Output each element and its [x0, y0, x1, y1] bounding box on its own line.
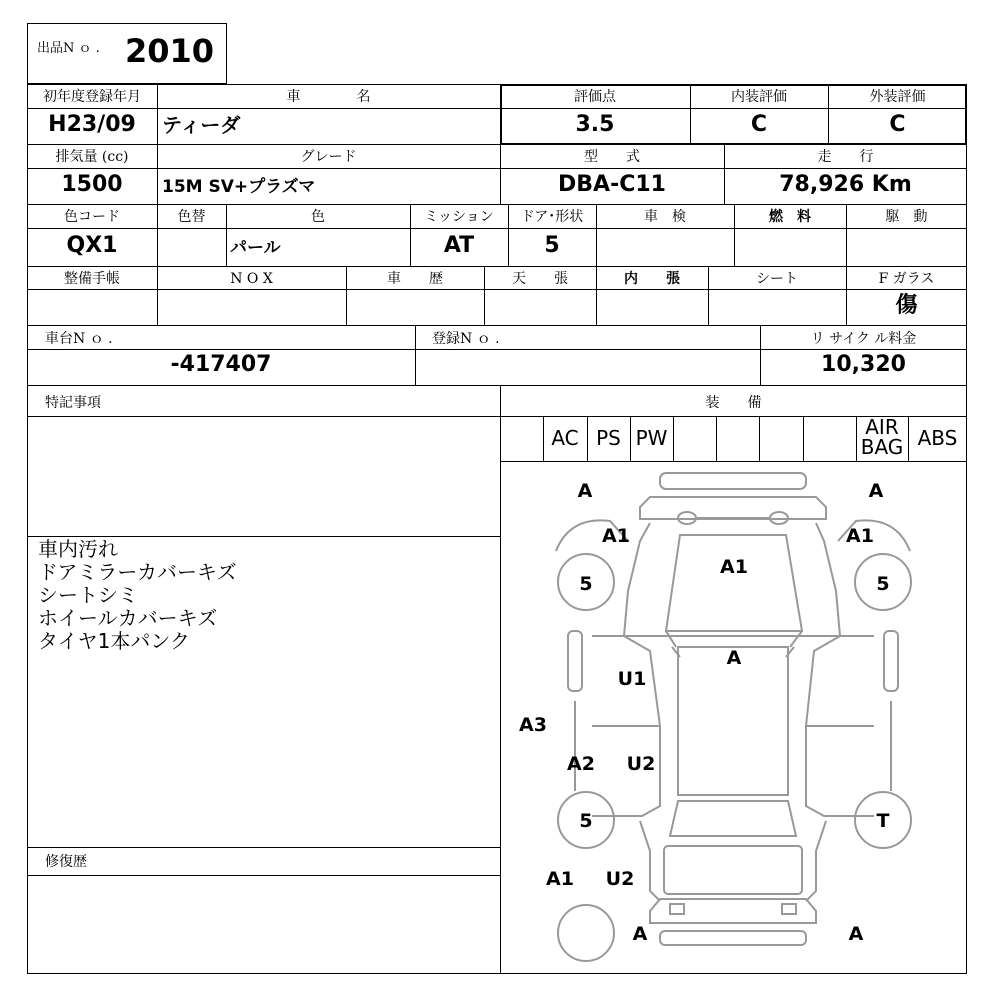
recycle-label: リ サイク ル料金: [810, 331, 917, 347]
damage-roof-front: A: [726, 647, 742, 669]
damage-door-front-left: U1: [617, 668, 647, 690]
mission-value: AT: [443, 233, 475, 258]
displacement-label: 排気量 (cc): [55, 149, 129, 165]
special-note: タイヤ1本パンク: [38, 629, 190, 653]
fuel-label: 燃 料: [769, 209, 811, 225]
damage-hood: A1: [720, 556, 748, 578]
special-note: ホイールカバーキズ: [38, 606, 218, 630]
nox-label: N O X: [230, 271, 273, 287]
equip-ac: AC: [551, 426, 579, 450]
mileage-label: 走 行: [817, 149, 874, 165]
grade-value: 15M SV+プラズマ: [162, 177, 316, 197]
door-label: ドア･形状: [520, 209, 584, 225]
damage-front-left: A: [577, 480, 593, 502]
inspection-label: 車 検: [644, 209, 686, 225]
chassis-label: 車台N ｏ .: [45, 331, 113, 347]
exterior-score-value: C: [889, 112, 906, 137]
damage-a1-rear: A1: [546, 868, 574, 890]
history-label: 車 歴: [387, 271, 443, 287]
damage-a1-front-left: A1: [602, 525, 630, 547]
damage-tire-rear-left: 5: [579, 810, 593, 832]
damage-rear-left: A: [632, 923, 648, 945]
displacement-value: 1500: [61, 172, 123, 197]
car-name-label: 車 名: [286, 89, 371, 105]
drive-label: 駆 動: [885, 209, 928, 225]
exterior-score-label: 外装評価: [869, 89, 926, 105]
damage-front-right: A: [868, 480, 884, 502]
equip-airbag-bottom: BAG: [860, 435, 904, 459]
color-change-label: 色替: [177, 209, 206, 225]
damage-tire-front-left: 5: [579, 573, 593, 595]
mission-label: ミッション: [424, 209, 494, 225]
special-note: 車内汚れ: [38, 537, 118, 561]
score-label: 評価点: [574, 89, 616, 105]
sunroof-label: 天 張: [512, 271, 568, 287]
mileage-value: 78,926 Km: [779, 172, 912, 197]
interior-score-value: C: [750, 112, 768, 137]
equip-pw: PW: [635, 426, 668, 450]
equipment-label: 装 備: [705, 395, 762, 411]
maintenance-label: 整備手帳: [64, 271, 120, 287]
damage-u2-rear: U2: [605, 868, 635, 890]
seat-label: シート: [756, 271, 798, 287]
score-value: 3.5: [575, 112, 615, 137]
lot-number-label: 出品N ｏ .: [37, 41, 100, 56]
grade-label: グレード: [300, 149, 357, 165]
damage-tire-rear-right: T: [876, 810, 890, 832]
damage-tire-front-right: 5: [876, 573, 890, 595]
lot-number: 2010: [125, 32, 215, 70]
damage-u2-mid: U2: [626, 753, 656, 775]
color-label: 色: [311, 209, 325, 225]
car-diagram: [500, 461, 967, 974]
damage-a2: A2: [567, 753, 595, 775]
f-glass-label: F ガラス: [878, 271, 935, 287]
door-value: 5: [544, 233, 560, 258]
model-label: 型 式: [584, 149, 640, 165]
special-note: シートシミ: [38, 583, 138, 607]
special-notes-label: 特記事項: [45, 395, 101, 411]
car-name-value: ティーダ: [162, 113, 241, 137]
equip-ps: PS: [596, 426, 621, 450]
repair-history-label: 修復歴: [45, 854, 87, 870]
equip-airbag-top: AIR: [865, 415, 899, 439]
model-value: DBA-C11: [558, 172, 666, 197]
damage-rear-right: A: [848, 923, 864, 945]
special-note: ドアミラーカバーキズ: [38, 560, 237, 584]
color-code-value: QX1: [66, 233, 118, 258]
damage-side-a3: A3: [519, 714, 547, 736]
damage-a1-front-right: A1: [846, 525, 874, 547]
color-value: パール: [230, 238, 281, 258]
interior-lining-label: 内 張: [624, 271, 680, 287]
first-reg-label: 初年度登録年月: [43, 89, 141, 105]
chassis-value: -417407: [170, 352, 272, 377]
first-reg-value: H23/09: [48, 112, 136, 137]
recycle-value: 10,320: [821, 352, 906, 377]
interior-score-label: 内装評価: [731, 89, 787, 105]
f-glass-value: 傷: [895, 293, 918, 318]
reg-no-label: 登録N ｏ .: [432, 331, 500, 347]
color-code-label: 色コード: [64, 209, 120, 225]
equip-abs: ABS: [917, 426, 958, 450]
